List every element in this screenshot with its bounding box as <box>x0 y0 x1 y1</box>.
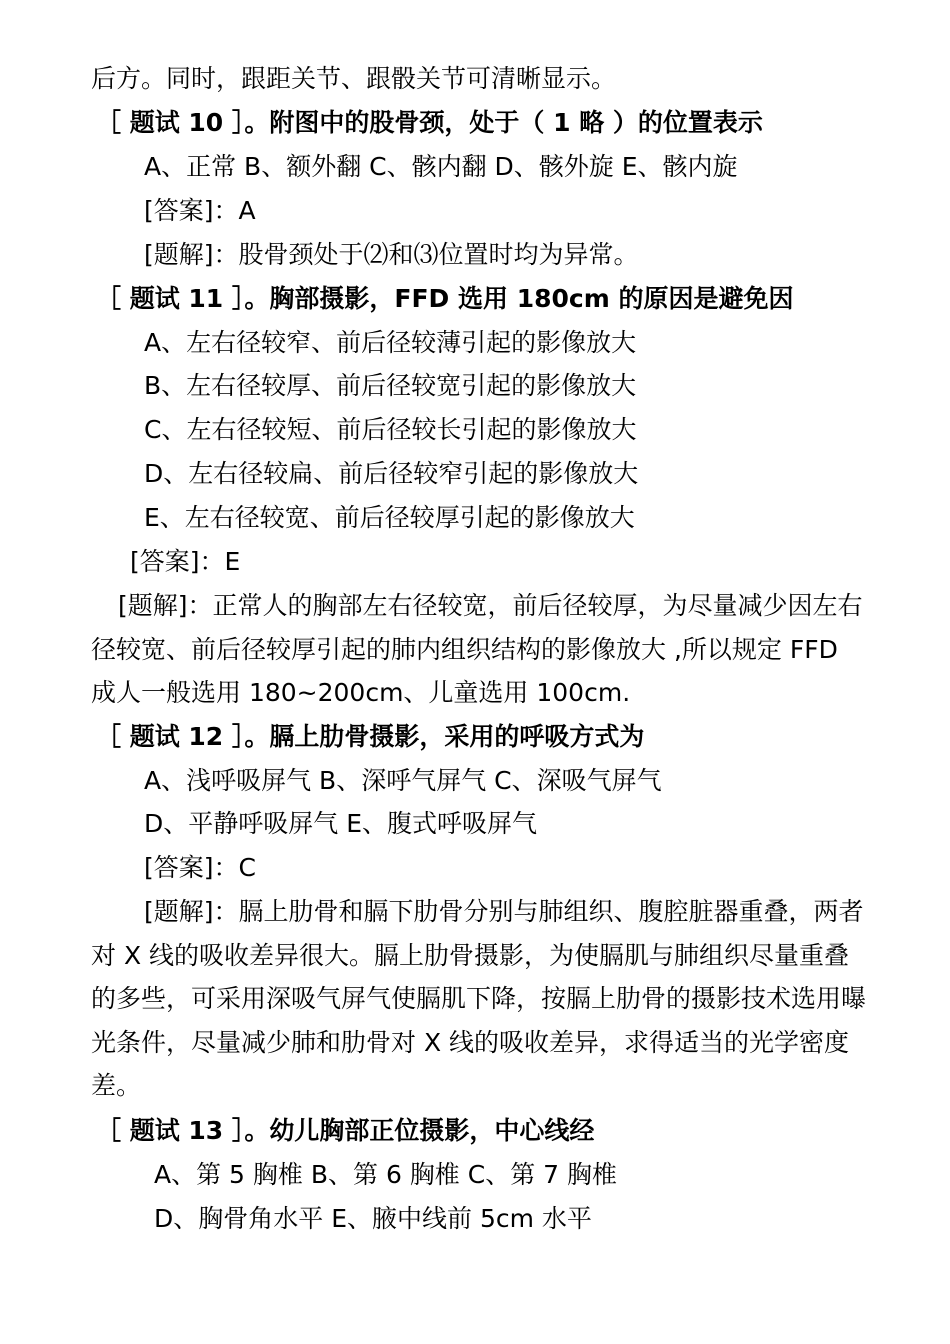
question-11-answer: [答案]：E <box>130 547 241 576</box>
question-10-answer: [答案]：A <box>144 196 256 225</box>
question-12-explanation: [题解]：膈上肋骨和膈下肋骨分别与肺组织、腹腔脏器重叠，两者对 X 线的吸收差异很大。膈上肋骨摄影，为使膈肌与肺组织尽量重叠的多些，可采用深吸气屏气使膈肌下降，按膈上肋骨的摄影技术选用曝光条件，尽量减少肺和肋骨对 X 线的吸收差异，求得适当的光学密度差。 <box>91 897 867 1100</box>
question-11-title: ［ 题试 11 ］。胸部摄影，FFD 选用 180cm 的原因是避免因 <box>96 284 794 313</box>
question-10-explanation: [题解]：股骨颈处于⑵和⑶位置时均为异常。 <box>144 240 639 269</box>
question-11-option-c: C、左右径较短、前后径较长引起的影像放大 <box>144 415 637 444</box>
question-11-explanation: [题解]：正常人的胸部左右径较宽，前后径较厚，为尽量减少因左右径较宽、前后径较厚引起的肺内组织结构的影像放大 ,所以规定 FFD 成人一般选用 180~200cm、儿童选用 100cm. <box>91 591 863 707</box>
question-12-options-row-2: D、平静呼吸屏气 E、腹式呼吸屏气 <box>144 809 537 838</box>
question-13-options-row-1: A、第 5 胸椎 B、第 6 胸椎 C、第 7 胸椎 <box>154 1160 618 1189</box>
question-13-title: ［ 题试 13 ］。幼儿胸部正位摄影，中心线经 <box>96 1116 595 1145</box>
question-11-option-d: D、左右径较扁、前后径较窄引起的影像放大 <box>144 459 639 488</box>
question-11-option-e: E、左右径较宽、前后径较厚引起的影像放大 <box>144 503 635 532</box>
question-10-options: A、正常 B、额外翻 C、骸内翻 D、骸外旋 E、骸内旋 <box>144 152 738 181</box>
question-12-answer: [答案]：C <box>144 853 256 882</box>
question-11-option-a: A、左右径较窄、前后径较薄引起的影像放大 <box>144 328 637 357</box>
question-11-option-b: B、左右径较厚、前后径较宽引起的影像放大 <box>144 371 637 400</box>
question-13-options-row-2: D、胸骨角水平 E、腋中线前 5cm 水平 <box>154 1204 592 1233</box>
question-12-title: ［ 题试 12 ］。膈上肋骨摄影，采用的呼吸方式为 <box>96 722 645 751</box>
question-10-title: ［ 题试 10 ］。附图中的股骨颈，处于（ 1 略 ）的位置表示 <box>96 108 763 137</box>
question-12-options-row-1: A、浅呼吸屏气 B、深呼气屏气 C、深吸气屏气 <box>144 766 662 795</box>
intro-tail-text: 后方。同时，跟距关节、跟骰关节可清晰显示。 <box>91 64 617 93</box>
